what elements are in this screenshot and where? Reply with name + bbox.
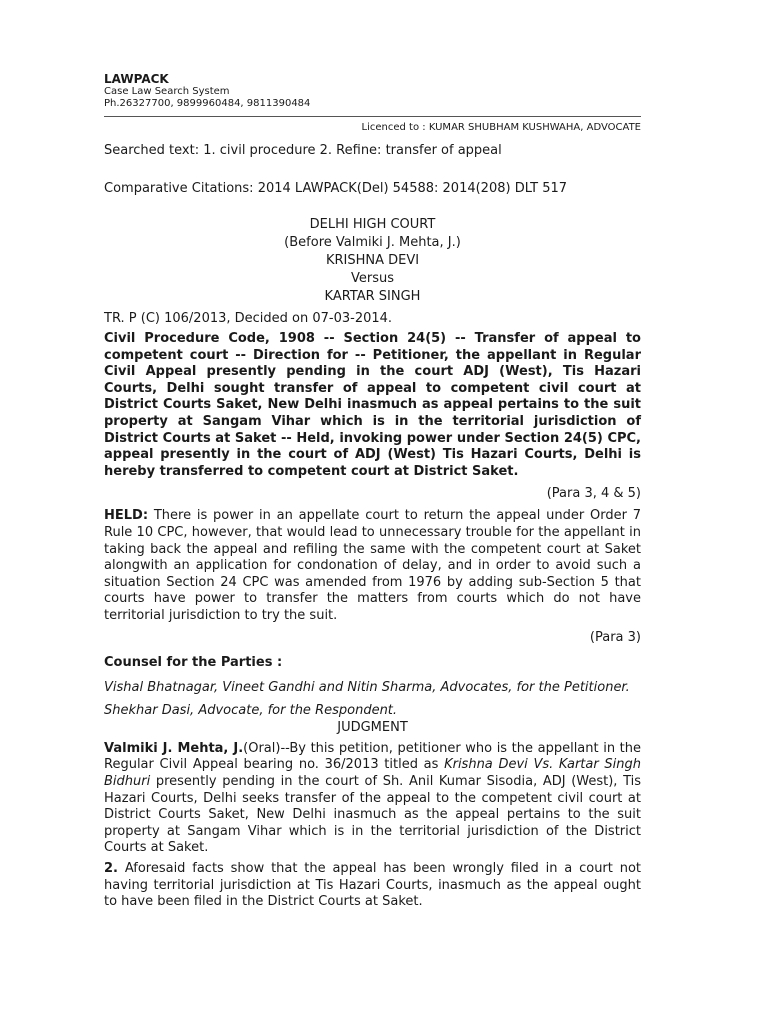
case-header bbox=[104, 216, 641, 306]
phone-numbers: Ph.26327700, 9899960484, 9811390484 bbox=[104, 98, 311, 109]
judgment-paragraph-1 bbox=[104, 741, 641, 857]
paragraph-number: 2. bbox=[104, 861, 118, 877]
judge-name: Valmiki J. Mehta, J. bbox=[104, 740, 244, 756]
held-para-ref: (Para 3) bbox=[589, 629, 641, 645]
comparative-citations: Comparative Citations: 2014 LAWPACK(Del) 54588: 2014(208) DLT 517 bbox=[104, 181, 568, 196]
case-number: TR. P (C) 106/2013, Decided on 07-03-2014. bbox=[104, 311, 393, 326]
petitioner-name: KRISHNA DEVI bbox=[325, 253, 420, 268]
held-text: There is power in an appellate court to return the appeal under Order 7 Rule 10 CPC, however, that would lead to unnecessary trouble for the appellant in taking back the appeal and refiling the same with the competent court at Saket alongwith an application for condonation of delay, and in order to avoid such a situation Section 24 CPC was amended from 1976 by adding sub-Section 5 that courts have power to transfer the matters from courts which do not have territorial jurisdiction to try the suit. bbox=[104, 508, 641, 623]
bench: (Before Valmiki J. Mehta, J.) bbox=[284, 235, 461, 250]
document-page bbox=[104, 72, 641, 911]
judgment-p2-text: Aforesaid facts show that the appeal has been wrongly filed in a court not having territorial jurisdiction at Tis Hazari Courts, inasmuch as the appeal ought to have been filed in the District Courts at Saket. bbox=[104, 861, 641, 910]
counsel-petitioner: Vishal Bhatnagar, Vineet Gandhi and Nitin Sharma, Advocates, for the Petitioner. bbox=[104, 680, 630, 696]
versus-label: Versus bbox=[350, 271, 394, 286]
held-paragraph bbox=[104, 508, 641, 624]
respondent-name: KARTAR SINGH bbox=[324, 289, 421, 304]
judgment-p1-text-b: presently pending in the court of Sh. Anil Kumar Sisodia, ADJ (West), Tis Hazari Courts, Delhi seeks transfer of the appeal to the competent civil court at District Courts Saket, New Delhi inasmuch as the appeal pertains to the suit property at Sangam Vihar which is in the territorial jurisdiction of the District Courts at Saket. bbox=[104, 774, 641, 856]
case-title-citation: Krishna Devi Vs. Kartar Singh Bidhuri bbox=[104, 757, 641, 790]
headnote: Civil Procedure Code, 1908 -- Section 24(5) -- Transfer of appeal to competent court -- Direction for -- Petitioner, the appellant in Regular Civil Appeal presently pending in the court ADJ (West), Tis Hazari Courts, Delhi sought transfer of appeal to competent civil court at District Courts Saket, New Delhi inasmuch as appeal pertains to the suit property at Sangam Vihar which is in the territorial jurisdiction of District Courts at Saket -- Held, invoking power under Section 24(5) CPC, appeal presently in the court of ADJ (West) Tis Hazari Courts, Delhi is hereby transferred to competent court at District Saket. bbox=[104, 331, 641, 479]
held-label: HELD: bbox=[104, 508, 149, 524]
court-name: DELHI HIGH COURT bbox=[309, 217, 436, 232]
header-divider bbox=[104, 116, 641, 117]
counsel-respondent: Shekhar Dasi, Advocate, for the Respondent. bbox=[104, 702, 398, 718]
system-name: Case Law Search System bbox=[104, 86, 230, 97]
brand-name: LAWPACK bbox=[104, 72, 169, 86]
counsel-heading: Counsel for the Parties : bbox=[104, 654, 283, 670]
headnote-para-ref: (Para 3, 4 & 5) bbox=[546, 486, 641, 502]
searched-text: Searched text: 1. civil procedure 2. Refine: transfer of appeal bbox=[104, 143, 502, 158]
judgment-heading: JUDGMENT bbox=[337, 720, 408, 736]
judgment-p1-text-a: (Oral)--By this petition, petitioner who is the appellant in the Regular Civil Appeal bearing no. 36/2013 titled as bbox=[104, 740, 641, 773]
licence-line: Licenced to : KUMAR SHUBHAM KUSHWAHA, ADVOCATE bbox=[361, 122, 641, 133]
judgment-paragraph-2 bbox=[104, 861, 641, 911]
